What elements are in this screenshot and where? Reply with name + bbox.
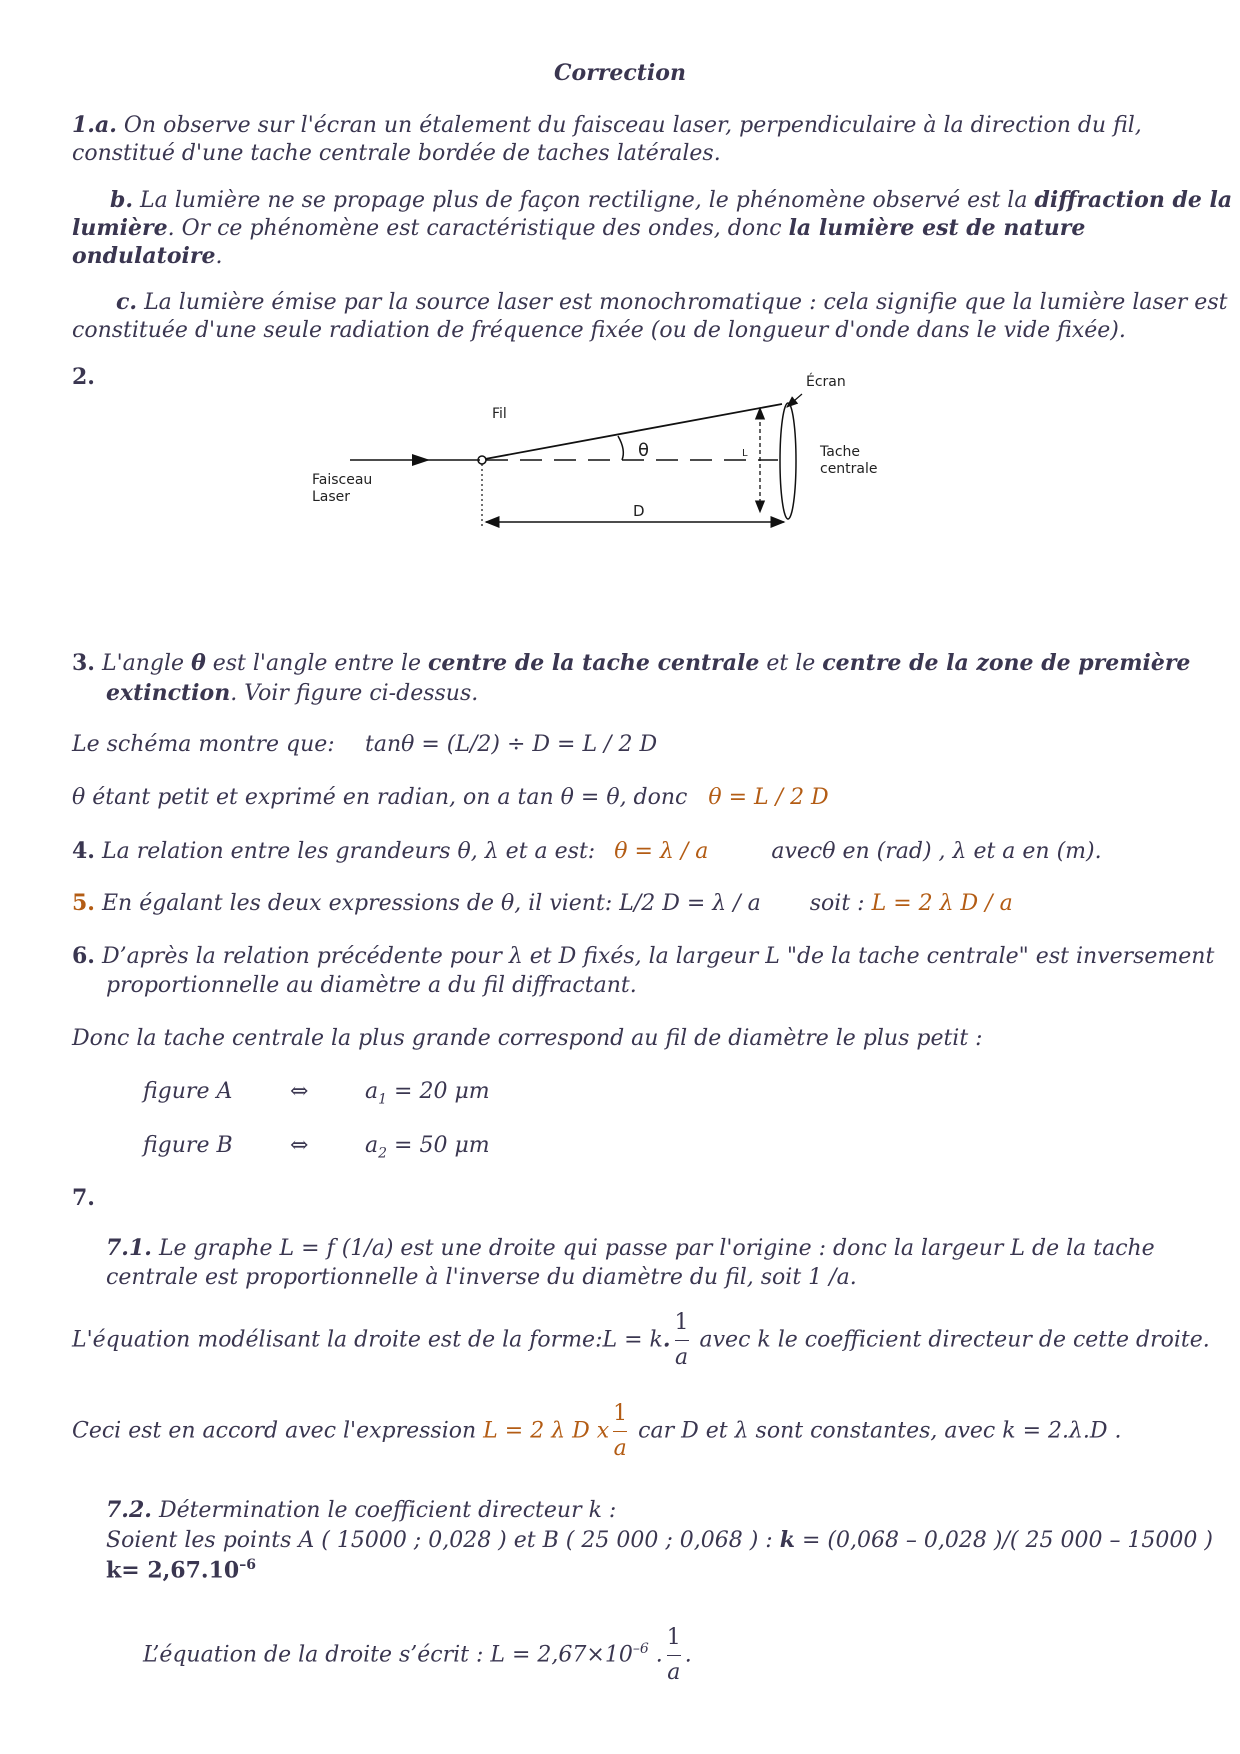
section-71-line2: centrale est proportionnelle à l'inverse du diamètre du fil, soit 1 /a. [106, 1265, 857, 1290]
section-7-number: 7. [72, 1185, 95, 1211]
theta-line-result: θ = L / 2 D [708, 785, 829, 810]
section-72-calc: = (0,068 – 0,028 )/( 25 000 – 15000 ) [794, 1528, 1213, 1553]
section-72-points: Soient les points A ( 15000 ; 0,028 ) et B ( 25 000 ; 0,068 ) : [106, 1528, 773, 1553]
section-1b-text: La lumière ne se propage plus de façon rectiligne, le phénomène observé est la [140, 188, 1028, 213]
section-1b-bold-nature: la lumière est de nature [788, 215, 1086, 241]
section-3-text1: L'angle [101, 651, 185, 676]
figure-a-subscript: 1 [378, 1091, 388, 1108]
section-4-number: 4. [72, 838, 95, 864]
section-4-text: La relation entre les grandeurs θ, λ et a est: [101, 839, 596, 864]
schema-equation: tanθ = (L/2) ÷ D = L / 2 D [365, 732, 658, 757]
accord-fraction [613, 1403, 627, 1460]
section-3-bold-zone: centre de la zone de première [822, 650, 1191, 676]
section-1b-bold-diffraction: diffraction de la [1034, 187, 1233, 213]
section-6-line2: proportionnelle au diamètre a du fil diffractant. [106, 973, 637, 998]
section-6-number: 6. [72, 943, 95, 969]
donc-line: Donc la tache centrale la plus grande correspond au fil de diamètre le plus petit : [72, 1026, 983, 1051]
model-eq-text: L'équation modélisant la droite est de la forme:L = k [72, 1327, 663, 1353]
section-5-soit: soit : [809, 891, 865, 916]
section-1c-text: La lumière émise par la source laser est monochromatique : cela signifie que la lumière laser est [144, 290, 1228, 315]
section-72-k: k [779, 1527, 795, 1553]
section-6-text1: D’après la relation précédente pour λ et D fixés, la largeur L "de la tache centrale" est inversement [101, 944, 1215, 969]
accord-fraction-den: a [613, 1436, 627, 1461]
page-title: Correction [554, 60, 686, 86]
section-3-line2 [106, 680, 478, 706]
label-fil: Fil [492, 406, 507, 422]
section-1b-number: b. [110, 187, 134, 213]
screen-ellipse [780, 403, 796, 519]
section-5-text: En égalant les deux expressions de θ, il vient: L/2 D = λ / a [101, 891, 761, 916]
accord-fraction-num: 1 [613, 1403, 627, 1432]
figure-b-symbol: a [365, 1133, 379, 1158]
section-1c-line2: constituée d'une seule radiation de fréquence fixée (ou de longueur d'onde dans le vide fixée). [72, 318, 1126, 343]
label-centrale: centrale [820, 461, 878, 477]
accord-tail: car D et λ sont constantes, avec k = 2.λ.D . [638, 1418, 1122, 1444]
angle-arc [618, 436, 623, 460]
section-1b-line2 [72, 215, 1085, 241]
section-4-units: avecθ en (rad) , λ et a en (m). [771, 839, 1102, 864]
section-71-line1 [106, 1235, 1155, 1261]
section-1b-period: . [215, 244, 223, 269]
figure-a-label: figure A [143, 1079, 233, 1104]
section-5-number: 5. [72, 890, 95, 916]
model-fraction-num: 1 [675, 1312, 689, 1341]
model-eq-tail: avec k le coefficient directeur de cette droite. [699, 1327, 1210, 1353]
k-result-value: k= 2,67.10 [106, 1557, 240, 1584]
theta-line-text: θ étant petit et exprimé en radian, on a tan θ = θ, donc [72, 785, 688, 810]
section-71-number: 7.1. [106, 1235, 152, 1261]
section-1b-line3 [72, 243, 222, 269]
label-D: D [633, 502, 645, 520]
accord-line [72, 1403, 1122, 1460]
final-eq-period: . [684, 1642, 692, 1668]
model-eq-dot: . [662, 1326, 671, 1353]
figure-b-arrow: ⇔ [290, 1133, 309, 1158]
figure-b-diameter: = 50 μm [387, 1133, 490, 1158]
model-fraction [675, 1312, 689, 1369]
section-1c-number: c. [116, 289, 138, 315]
figure-b-subscript: 2 [378, 1145, 388, 1162]
final-eq-exponent: –6 [632, 1641, 649, 1658]
section-5-equation: L = 2 λ D / a [871, 891, 1013, 916]
section-3-bold-centre: centre de la tache centrale [428, 650, 760, 676]
section-3-theta: θ [191, 650, 206, 676]
label-ecran: Écran [806, 374, 846, 390]
section-3-line1 [72, 650, 1190, 676]
label-laser: Laser [312, 489, 351, 505]
section-1a-number: 1.a. [72, 112, 117, 138]
final-fraction [667, 1627, 681, 1684]
section-4-line [72, 838, 1102, 864]
section-5-line [72, 890, 1013, 916]
section-1a-text1: On observe sur l'écran un étalement du faisceau laser, perpendiculaire à la direction du fil, [123, 113, 1142, 138]
k-result-exponent: –6 [239, 1557, 256, 1573]
diffracted-ray [485, 404, 782, 459]
final-equation-line [143, 1627, 692, 1684]
section-6-line1 [72, 943, 1214, 969]
label-tache: Tache [820, 444, 860, 460]
label-L: L [742, 448, 748, 459]
section-3-text2: est l'angle entre le [212, 651, 422, 676]
diffraction-diagram [300, 360, 940, 590]
section-3-bold-extinction: extinction [106, 680, 231, 706]
section-1c-line1 [116, 289, 1227, 315]
section-1a-line2: constitué d'une tache centrale bordée de taches latérales. [72, 141, 721, 166]
section-72-line2 [106, 1527, 1213, 1553]
schema-label: Le schéma montre que: [72, 732, 335, 757]
figure-a-symbol: a [365, 1079, 379, 1104]
figure-a-value [365, 1079, 490, 1107]
section-72-text1: Détermination le coefficient directeur k : [158, 1498, 617, 1523]
model-equation-line [72, 1312, 1210, 1369]
final-eq-text: L’équation de la droite s’écrit : L = 2,67×10 [143, 1642, 633, 1668]
final-fraction-den: a [667, 1660, 681, 1685]
figure-b-value [365, 1133, 490, 1161]
accord-expression: L = 2 λ D x [483, 1418, 610, 1444]
section-2-number: 2. [72, 364, 95, 390]
section-3-number: 3. [72, 650, 95, 676]
theta-line [72, 785, 829, 810]
final-fraction-num: 1 [667, 1627, 681, 1656]
section-1b-line1 [110, 187, 1232, 213]
section-1a-line1 [72, 112, 1142, 138]
section-71-text1: Le graphe L = f (1/a) est une droite qui passe par l'origine : donc la largeur L de la tache [158, 1236, 1155, 1261]
section-72-line1 [106, 1497, 616, 1523]
figure-b-label: figure B [143, 1133, 233, 1158]
ecran-pointer [787, 394, 802, 407]
figure-a-arrow: ⇔ [290, 1079, 309, 1104]
final-eq-dot: . [648, 1642, 663, 1668]
section-1b-bold-lumiere: lumière [72, 215, 168, 241]
laser-beam-arrow [412, 454, 430, 466]
accord-text: Ceci est en accord avec l'expression [72, 1418, 477, 1444]
section-3-text4: . Voir figure ci-dessus. [230, 681, 479, 706]
section-72-result [106, 1557, 256, 1583]
section-4-equation: θ = λ / a [614, 839, 709, 864]
figure-a-diameter: = 20 μm [387, 1079, 490, 1104]
model-fraction-den: a [674, 1345, 689, 1370]
section-1b-text2: . Or ce phénomène est caractéristique des ondes, donc [167, 216, 782, 241]
section-3-text3: et le [766, 651, 816, 676]
label-theta: θ [638, 440, 650, 461]
section-72-number: 7.2. [106, 1497, 152, 1523]
section-1b-bold-ondulatoire: ondulatoire [72, 243, 216, 269]
label-faisceau: Faisceau [312, 472, 373, 488]
